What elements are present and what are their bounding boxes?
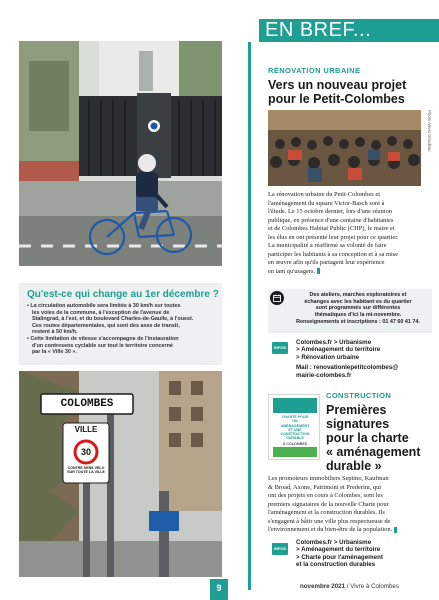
link-line: Colombes.fr > Urbanisme — [296, 539, 372, 546]
title-line: signatures — [326, 417, 390, 431]
info-line: Des ateliers, marches exploratoires et — [309, 292, 407, 298]
calendar-icon — [270, 291, 284, 305]
cover-line: CONSTRUCTION — [280, 432, 310, 437]
title-line: pour la charte — [326, 431, 409, 445]
section-header: EN BREF... — [259, 19, 439, 42]
footer-publication: / Vivre à Colombes — [345, 583, 399, 590]
info-line: Stalingrad, à l'est, et du boulevard Charles-de-Gaulle, à l'ouest. — [32, 316, 194, 323]
article-kicker: CONSTRUCTION — [326, 391, 392, 400]
photo-public-meeting — [268, 110, 421, 186]
body-line-text: l'environnement et du bien-être de la population. — [268, 526, 393, 533]
body-line: s'engagent à bâtir une ville plus respectueuse de — [268, 517, 391, 525]
info-line: sont programmés sur différentes — [315, 305, 401, 312]
photo-cyclist-drawing — [19, 41, 222, 266]
workshop-info-text — [284, 292, 432, 326]
link-line: > Aménagement du territoire — [296, 546, 381, 554]
mail-line[interactable]: mairie-colombes.fr — [296, 371, 352, 379]
info-box-text — [27, 303, 220, 356]
cover-line: AMÉNAGEMENT — [280, 423, 310, 428]
mail-line[interactable]: Mail : renovationlepetitcolombes@ — [296, 364, 399, 372]
photo-credit — [424, 110, 432, 186]
end-mark — [394, 527, 397, 533]
article-body — [268, 191, 434, 276]
charte-cover-text — [274, 415, 316, 446]
end-mark — [317, 268, 320, 274]
link-line: > Rénovation urbaine — [296, 353, 360, 361]
cover-line: DURABLE — [286, 436, 304, 441]
body-line: ont des projets en cours à Colombes, sont les — [268, 492, 383, 499]
info-line: thématiques d'ici la mi-novembre. — [314, 312, 402, 319]
body-line: et de Colombes Habitat Public (CHP), le maire et — [268, 225, 395, 232]
cover-line: CHARTE POUR — [281, 415, 309, 419]
info-line: d'un contresens cyclable sur tout le territoire concerné — [32, 342, 173, 349]
body-line-text: en tant qu'usagers. — [268, 267, 316, 275]
charte-cover-image — [268, 394, 320, 460]
article-title — [268, 78, 433, 106]
body-line: Les promoteurs immobiliers Sepimo, Kaufman — [268, 475, 389, 482]
info-line: Renseignements et inscriptions : 01 47 60 41 74. — [296, 318, 420, 325]
charte-cover-band — [273, 398, 317, 413]
info-line: restent à 50 km/h. — [32, 329, 78, 336]
article-title — [326, 403, 436, 473]
link-line: > Charte pour l'aménagement — [296, 553, 383, 561]
photo-street-signs — [19, 371, 222, 577]
cover-line: UN — [292, 419, 298, 424]
charte-cover-strip — [273, 447, 317, 457]
body-line: premiers signataires de la nouvelle Charte pour — [268, 500, 389, 508]
sign-ville: VILLE — [74, 425, 98, 434]
link-line: > Aménagement du territoire — [296, 346, 381, 354]
calendar-glyph — [270, 291, 284, 305]
article-body — [268, 475, 434, 535]
body-line: & Broad, Axone, Patrimoni et Prederim, qui — [268, 483, 382, 491]
title-line: durable » — [326, 459, 382, 473]
photo-credit-text: Photo Alexis Goudeau — [427, 110, 432, 152]
link-line: et la construction durables — [296, 561, 376, 569]
body-line: l'aménagement du square Victor-Basch sont à — [268, 199, 385, 207]
infos-badge: INFOS — [272, 543, 288, 555]
cover-subtitle: À COLOMBES — [282, 441, 308, 446]
title-line: Premières — [326, 403, 387, 417]
body-line: l'aménagement et la construction durables. Ils — [268, 509, 385, 516]
article-kicker: RÉNOVATION URBAINE — [268, 66, 361, 75]
body-line — [268, 526, 434, 535]
infos-links[interactable] — [296, 539, 436, 569]
body-line: participer les habitants à sa conception et à sa mise — [268, 250, 399, 258]
body-line — [268, 268, 434, 277]
info-line: par la « Ville 30 ». — [32, 349, 77, 356]
photo-cyclist — [19, 41, 222, 266]
photo-meeting-drawing — [268, 110, 421, 186]
info-line: • Cette limitation de vitesse s'accompagne de l'instauration — [27, 335, 179, 342]
body-line: publique, en présence d'une centaine d'habitantes — [268, 216, 394, 224]
body-line: La rénovation urbaine du Petit-Colombes et — [268, 191, 380, 198]
page-number: 9 — [210, 579, 228, 600]
street-name-sign: COLOMBES — [60, 398, 114, 410]
body-line: l'étude. Le 15 octobre dernier, lors d'une réunion — [268, 208, 392, 215]
title-line: Vers un nouveau projet — [268, 78, 407, 92]
body-line: en œuvre afin qu'ils partagent leur expérience — [268, 259, 385, 266]
title-line: « aménagement — [326, 445, 421, 459]
body-line: les élus en ont présenté leur projet pour ce quartier. — [268, 233, 399, 241]
column-divider — [248, 42, 251, 590]
sign-contre-sens: CONTRE SENS VELO SUR TOUTE LA VILLE — [67, 466, 105, 475]
info-line: Ces routes départementales, qui sont des axes de transit, — [32, 322, 180, 329]
sign-speed-number: 30 — [80, 447, 91, 457]
footer-text — [300, 583, 399, 590]
info-line: échanges avec les habitant·es du quartier — [304, 298, 412, 305]
info-line: les voies de la commune, à l'exception de l'avenue de — [32, 309, 170, 316]
infos-links[interactable] — [296, 339, 436, 379]
infos-badge: INFOS — [272, 342, 288, 354]
footer-date: novembre 2021 — [300, 583, 346, 590]
title-line: pour le Petit-Colombes — [268, 92, 405, 106]
info-line: • La circulation automobile sera limitée à 30 km/h sur toutes — [27, 303, 181, 309]
body-line: La municipalité a réaffirmé sa volonté de faire — [268, 242, 387, 249]
info-box-title: Qu'est-ce qui change au 1er décembre ? — [27, 289, 219, 300]
cover-line: ET UNE — [288, 427, 302, 432]
link-line: Colombes.fr > Urbanisme — [296, 339, 372, 346]
